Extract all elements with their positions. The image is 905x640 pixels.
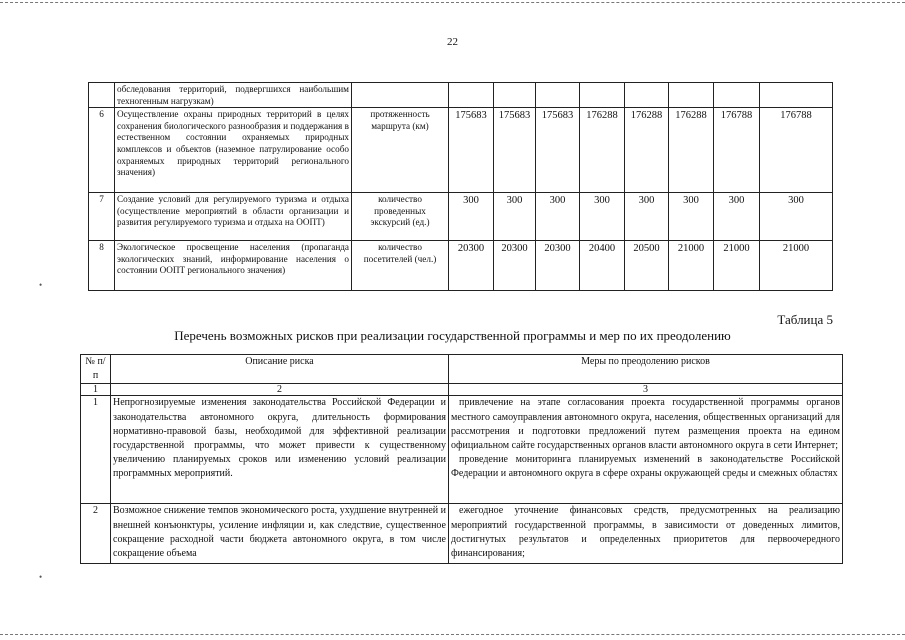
measure-item: привлечение на этапе согласования проекта государственной программы органов местного самоуправления автономного округа, населения, общественных организаций для рассмотрения и подготовки предложений путем размещения проекта на едином официальном сайте государственных органов власти автономного округа в сети Интернет; [451,397,840,452]
value-cell: 175683 [536,108,580,193]
value-cell [536,83,580,108]
header-row [81,355,843,384]
header-risk: Описание риска [111,355,449,384]
measure-item: ежегодное уточнение финансовых средств, предусмотренных на реализацию мероприятий государственной программы, в зависимости от доведенных лимитов, достигнутых результатов и определенных приоритетов для первоочередного финансирования; [451,505,840,560]
table-row [89,193,833,241]
risk-measures [449,396,843,504]
indicator-name: протяженность маршрута (км) [352,108,449,193]
value-cell: 300 [625,193,669,241]
value-cell: 300 [760,193,833,241]
value-cell: 175683 [494,108,536,193]
value-cell: 176288 [625,108,669,193]
row-number: 2 [81,504,111,564]
value-cell: 20300 [536,241,580,291]
header-num: № п/п [81,355,111,384]
row-number: 6 [89,108,115,193]
value-cell [494,83,536,108]
column-index: 3 [449,384,843,396]
table-row [89,83,833,108]
measure-description: обследования территорий, подвергшихся наибольшим техногенным нагрузкам) [115,83,352,108]
value-cell: 20500 [625,241,669,291]
value-cell: 176288 [669,108,714,193]
value-cell: 300 [580,193,625,241]
row-number: 1 [81,396,111,504]
value-cell: 300 [449,193,494,241]
header-measures: Меры по преодолению рисков [449,355,843,384]
measure-item: проведение мониторинга планируемых изменений в законодательстве Российской Федерации и автономного округа в сфере охраны окружающей среды и смежных областях [451,454,840,480]
value-cell [625,83,669,108]
indicator-name: количество посетителей (чел.) [352,241,449,291]
table-row [89,108,833,193]
row-number: 7 [89,193,115,241]
column-index: 1 [81,384,111,396]
column-index-row [81,384,843,396]
scan-edge-bottom [0,634,905,635]
measure-description: Экологическое просвещение населения (пропаганда экологических знаний, информирование населения о состоянии ООПТ регионального значения) [115,241,352,291]
scan-edge-top [0,2,905,3]
table-row [81,504,843,564]
scan-mark: • [39,572,43,582]
value-cell [669,83,714,108]
value-cell [449,83,494,108]
indicator-name [352,83,449,108]
measure-description: Создание условий для регулируемого туризма и отдыха (осуществление мероприятий в области организации и развития регулируемого туризма и отдыха на ООПТ) [115,193,352,241]
value-cell: 176788 [760,108,833,193]
risk-measures [449,504,843,564]
indicators-table [88,82,833,291]
value-cell [580,83,625,108]
row-number: 8 [89,241,115,291]
measure-description: Осуществление охраны природных территорий в целях сохранения биологического разнообразия и поддержания в естественном состоянии охраняемых природных комплексов и объектов (наземное патрулирование особо охраняемых природных территорий регионального значения) [115,108,352,193]
value-cell: 20300 [494,241,536,291]
row-number [89,83,115,108]
value-cell: 176288 [580,108,625,193]
value-cell: 300 [714,193,760,241]
value-cell: 21000 [669,241,714,291]
table-row [89,241,833,291]
value-cell: 175683 [449,108,494,193]
value-cell [714,83,760,108]
risk-description: Непрогнозируемые изменения законодательства Российской Федерации и законодательства автономного округа, длительность формирования нормативно-правовой базы, необходимой для эффективной реализации государственной программы, что может привести к существенному увеличению планируемых сроков или изменению условий реализации программных мероприятий. [111,396,449,504]
table-title: Перечень возможных рисков при реализации государственной программы и мер по их преодолению [174,328,731,343]
table-row [81,396,843,504]
indicator-name: количество проведенных экскурсий (ед.) [352,193,449,241]
value-cell: 20300 [449,241,494,291]
column-index: 2 [111,384,449,396]
page-number: 22 [447,36,458,48]
value-cell: 21000 [760,241,833,291]
risks-table [80,354,843,564]
value-cell: 300 [494,193,536,241]
scan-mark: • [39,280,43,290]
value-cell: 300 [669,193,714,241]
table-label: Таблица 5 [777,312,833,327]
risk-description: Возможное снижение темпов экономического роста, ухудшение внутренней и внешней конъюнктуры, усиление инфляции и, как следствие, существенное сокращение расходной части бюджета автономного округа, в том числе сокращение объема [111,504,449,564]
value-cell [760,83,833,108]
value-cell: 300 [536,193,580,241]
value-cell: 176788 [714,108,760,193]
value-cell: 20400 [580,241,625,291]
value-cell: 21000 [714,241,760,291]
